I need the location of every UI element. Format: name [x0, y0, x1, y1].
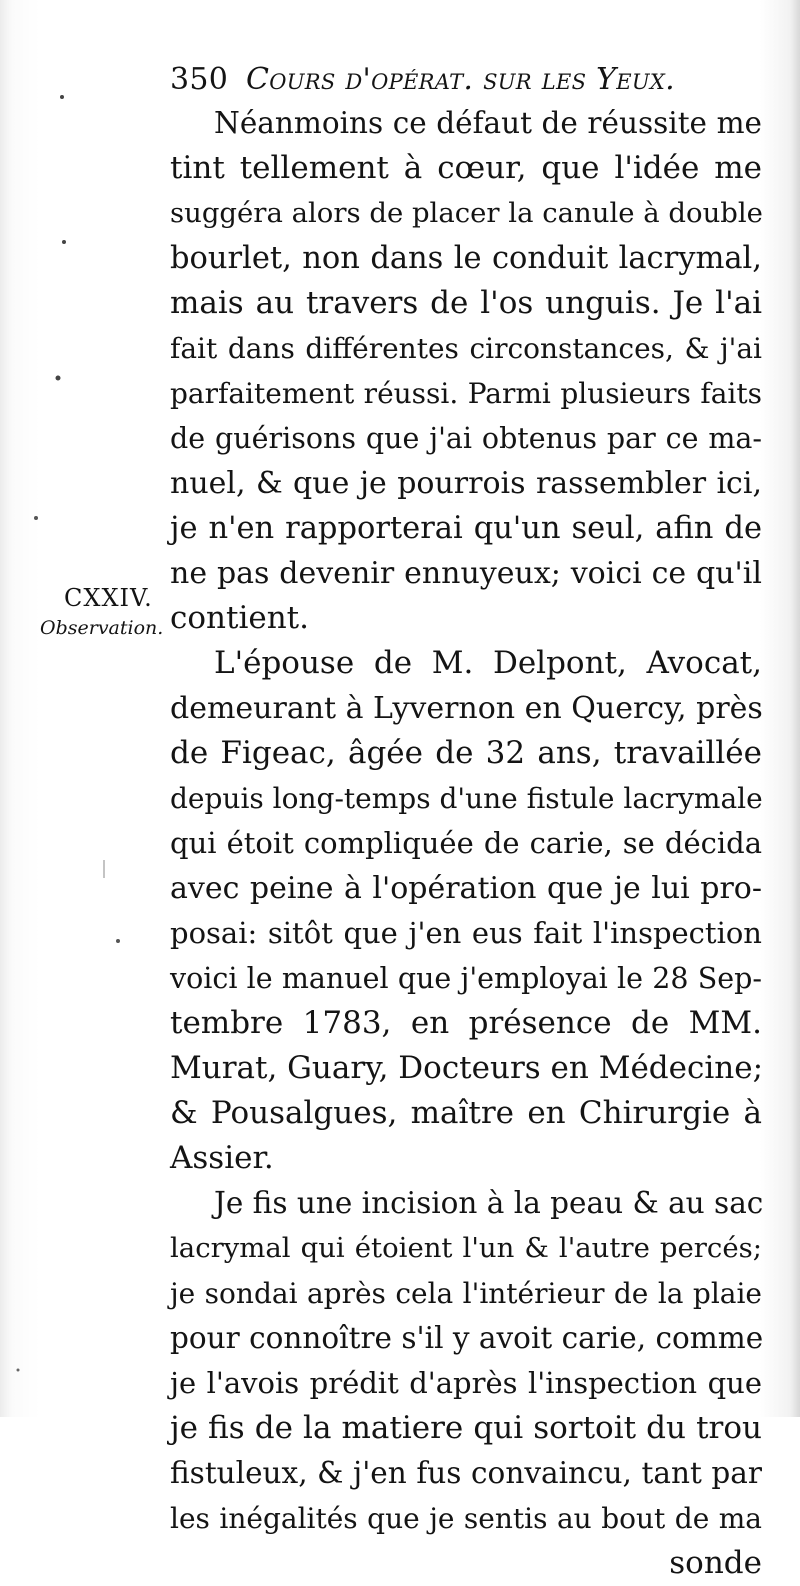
text-line: contient. — [170, 600, 309, 636]
text-line: qui étoit compliquée de carie, se décida — [170, 826, 762, 860]
text-line: je sondai après cela l'intérieur de la plaie — [170, 1277, 762, 1310]
text-line: de Figeac, âgée de 32 ans, travaillée — [170, 735, 762, 771]
text-line: je n'en rapporterai qu'un seul, afin de — [170, 511, 762, 546]
text-line: depuis long-temps d'une fistule lacrymale — [170, 782, 763, 815]
text-line: tembre 1783, en présence de MM. — [170, 1005, 762, 1041]
text-line: posai: sitôt que j'en eus fait l'inspection — [170, 916, 762, 950]
text-line: pour connoître s'il y avoit carie, comme — [170, 1321, 764, 1355]
observation-number: CXXIV. — [64, 584, 153, 612]
text-line: nuel, & que je pourrois rassembler ici, — [170, 466, 762, 501]
text-line: Assier. — [170, 1140, 274, 1176]
text-line: bourlet, non dans le conduit lacrymal, — [170, 241, 762, 276]
text-line: tint tellement à cœur, que l'idée me — [170, 150, 762, 186]
page-header — [170, 62, 675, 97]
text-line: je l'avois prédit d'après l'inspection que — [170, 1366, 762, 1400]
text-line: avec peine à l'opération que je lui pro- — [170, 871, 762, 906]
text-line: & Pousalgues, maître en Chirurgie à — [170, 1095, 762, 1131]
text-line: Néanmoins ce défaut de réussite me — [214, 106, 762, 140]
text-line: mais au travers de l'os unguis. Je l'ai — [170, 285, 762, 321]
margin-note — [40, 583, 168, 643]
text-line: de guérisons que j'ai obtenus par ce ma- — [170, 422, 762, 455]
page-number: 350 — [170, 62, 229, 97]
text-line: lacrymal qui étoient l'un & l'autre percés; — [170, 1232, 762, 1264]
catchword: sonde — [669, 1545, 762, 1581]
text-line: voici le manuel que j'employai le 28 Sep- — [170, 962, 762, 995]
running-title: Cours d'opérat. sur les Yeux. — [246, 62, 675, 97]
text-line: les inégalités que je sentis au bout de ma — [170, 1502, 762, 1535]
text-line: Murat, Guary, Docteurs en Médecine; — [170, 1050, 764, 1086]
text-line: fait dans différentes circonstances, & j'ai — [170, 332, 762, 365]
text-line: demeurant à Lyvernon en Quercy, près — [170, 691, 763, 726]
text-line: fistuleux, & j'en fus convaincu, tant par — [170, 1456, 762, 1490]
observation-label: Observation. — [40, 617, 164, 639]
text-line: ne pas devenir ennuyeux; voici ce qu'il — [170, 556, 762, 591]
body-text — [170, 101, 762, 1586]
text-line: Je fis une incision à la peau & au sac — [214, 1186, 764, 1220]
text-line: je fis de la matiere qui sortoit du trou — [170, 1410, 762, 1446]
text-line: L'épouse de M. Delpont, Avocat, — [214, 645, 762, 681]
text-line: parfaitement réussi. Parmi plusieurs faits — [170, 377, 762, 410]
text-line: suggéra alors de placer la canule à double — [170, 197, 763, 229]
